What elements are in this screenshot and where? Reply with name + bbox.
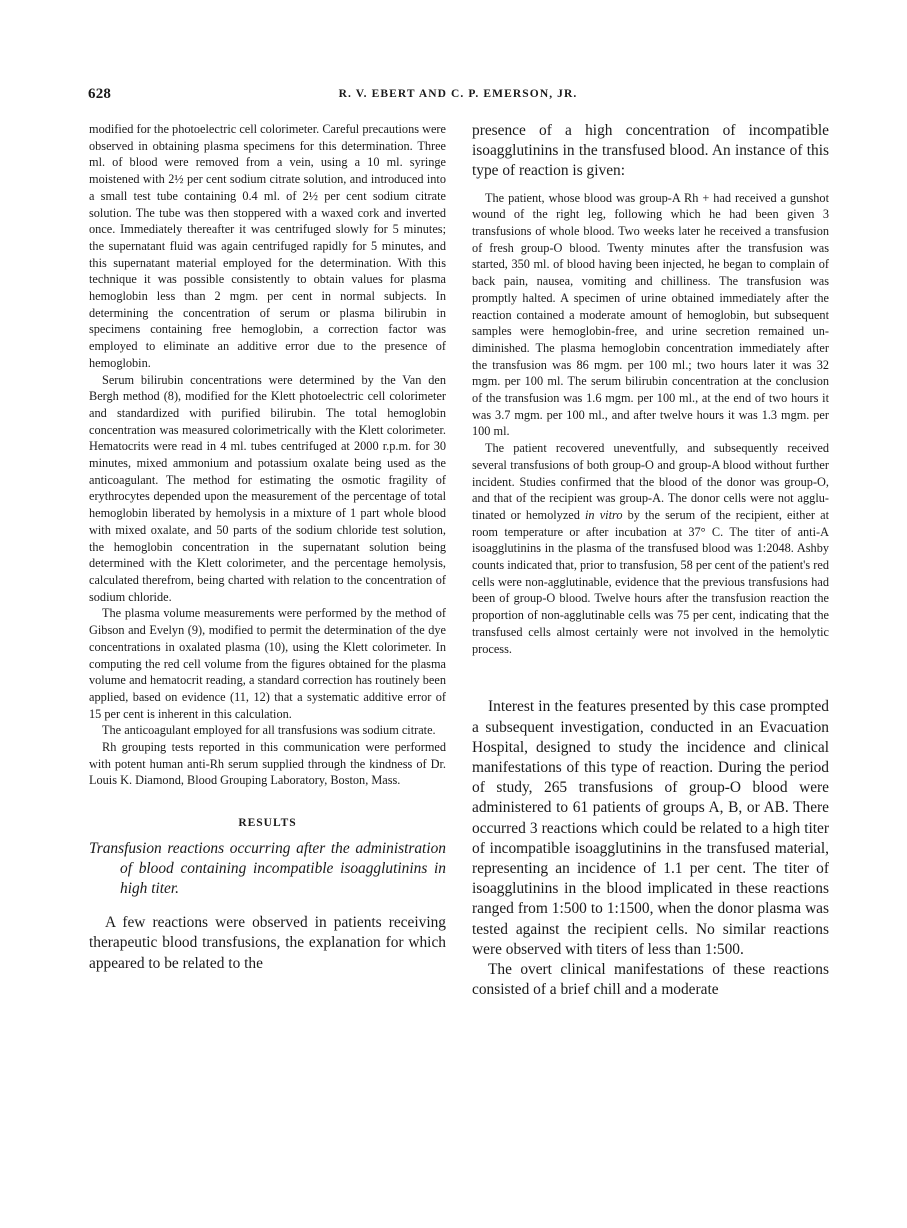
in-vitro-italic: in vitro [585, 507, 623, 522]
methods-paragraph-2: Serum bilirubin concentrations were determined by the Van den Bergh method (8), modified for the Klett photoelectric cell colorimeter and standardized with purified bilirubin. The total hemoglobin concentration was measured colorimetrically with the Klett colorimeter. Hematocrits were read in 4 ml. tubes centrifuged at 2000 r.p.m. for 30 minutes, mixed ammonium and potassium oxalate being used as the anticoagulant. The method for estimating the osmotic fragility of erythrocytes depended upon the measurement of the percentage of total hemoglobin liberated by hemolysis in a mixture of 1 part whole blood with mixed oxalate, and 50 parts of the sodium chloride test solution, the hemoglobin concentration in the supernatant solution being determined with the Klett colorimeter, and the percentage hemolysis, calculated therefrom, being charted with relation to the concentration of sodium chloride. [89, 372, 446, 604]
methods-paragraph-4: The anticoagulant employed for all transfusions was sodium citrate. [102, 723, 436, 738]
results-heading: RESULTS [238, 817, 297, 830]
case-text-part-1: The patient recovered uneventfully, and subsequently received several transfusions of both group-O and group-A blood without further incident. Studies confirmed that the blood of the donor was group-O, and that of the recipient was group-A. The donor cells were not agglutinated or hemolyzed [472, 441, 829, 522]
methods-paragraph-5: Rh grouping tests reported in this communication were performed with potent human anti-Rh serum supplied through the kindness of Dr. Louis K. Diamond, Blood Grouping Laboratory, Boston, Mass. [89, 740, 446, 788]
left-column [89, 121, 446, 974]
methods-paragraph-3: The plasma volume measurements were performed by the method of Gibson and Evelyn (9), modified to permit the determination of the dye concentrations in oxalated plasma (10), using the Klett colorimeter. In computing the red cell volume from the figures obtained for the plasma volume and hematocrit reading, a standard correction has routinely been applied, based on evidence (11, 12) that a systematic additive error of 15 per cent is inherent in this calculation. [89, 606, 446, 721]
page-header [88, 86, 828, 108]
clinical-manifestations-paragraph: The overt clinical manifestations of these reactions consisted of a brief chill and a moderate [472, 960, 829, 999]
running-head-authors: R. V. EBERT AND C. P. EMERSON, JR. [338, 88, 578, 100]
results-paragraph: A few reactions were observed in patients receiving therapeutic blood transfusions, the explanation for which appeared to be related to the [89, 914, 446, 972]
investigation-paragraph: Interest in the features presented by this case prompted a subsequent investigation, conducted in an Evacuation Hospital, designed to study the incidence and clinical manifestations of this type of reaction. During the period of study, 265 transfusions of group-O blood were administered to 61 patients of groups A, B, or AB. There occurred 3 reactions which could be related to a high titer of incompatible isoagglutinins in the transfused material, representing an incidence of 1.1 per cent. The titer of isoagglutinins in the blood implicated in these reactions ranged from 1:500 to 1:1500, when the donor plasma was tested against the recipient cells. No similar reactions were observed with titers of less than 1:500. [472, 698, 829, 958]
case-report-paragraph-2 [472, 440, 829, 657]
section-subheading: Transfusion reactions occurring after the administration of blood containing incompatible isoagglutinins in high titer. [89, 840, 446, 898]
case-report-paragraph-1: The patient, whose blood was group-A Rh + had received a gunshot wound of the right leg, following which he had been given 3 transfusions of whole blood. Two weeks later he received a transfusion of fresh group-O blood. Twenty minutes after the transfusion was started, 350 ml. of blood having been injected, he began to complain of back pain, nausea, vomiting and chilliness. The transfusion was promptly halted. A specimen of urine obtained immediately after the reaction contained a moderate amount of hemoglobin, but subsequent samples were hemoglobin-free, and urine secretion remained undiminished. The plasma hemoglobin concentration immediately after the transfusion was 86 mgm. per 100 ml.; two hours later it was 32 mgm. per 100 ml. The serum bilirubin concentration at the conclusion of the transfusion was 1.6 mgm. per 100 ml., at the end of two hours it was 3.7 mgm. per 100 ml., and after twelve hours it was 1.3 mgm. per 100 ml. [472, 190, 829, 439]
case-text-part-2: by the serum of the recipient, either at room temperature or after incubation at 37° C. The titer of anti-A isoagglutinins in the plasma of the transfused blood was 1:2048. Ashby counts indicated that, prior to transfusion, 58 per cent of the patient's red cells were non-agglutinable, evidence that the previous transfusions had been of group-O blood. Twelve hours after the transfusion reaction the proportion of non-agglutinable cells was 75 per cent, indicating that the transfused cells almost certainly were not involved in the hemolytic process. [472, 507, 829, 656]
page-number: 628 [88, 86, 112, 102]
results-paragraph-continued: presence of a high concentration of incompatible isoagglutinins in the transfused blood. An instance of this type of reaction is given: [472, 122, 829, 180]
right-column [472, 121, 829, 1000]
methods-paragraph-1: modified for the photoelectric cell colorimeter. Careful precautions were observed in obtaining plasma specimens for this determination. Three ml. of blood were removed from a vein, using a 10 ml. syringe moistened with 2½ per cent sodium citrate solution, and introduced into a small test tube containing 0.4 ml. of 2½ per cent sodium citrate solution. The tube was then stoppered with a waxed cork and inverted once. Immediately thereafter it was centrifuged slowly for 5 minutes; the supernatant fluid was again centrifuged rapidly for 5 minutes, and this supernatant material employed for the determination. With this technique it was possible consistently to obtain values for plasma hemoglobin less than 2 mgm. per cent in normal subjects. In determining the concentration of serum or plasma bilirubin in specimens containing free hemoglobin, a correction factor was employed to eliminate an additive error due to the presence of hemoglobin. [89, 122, 446, 370]
